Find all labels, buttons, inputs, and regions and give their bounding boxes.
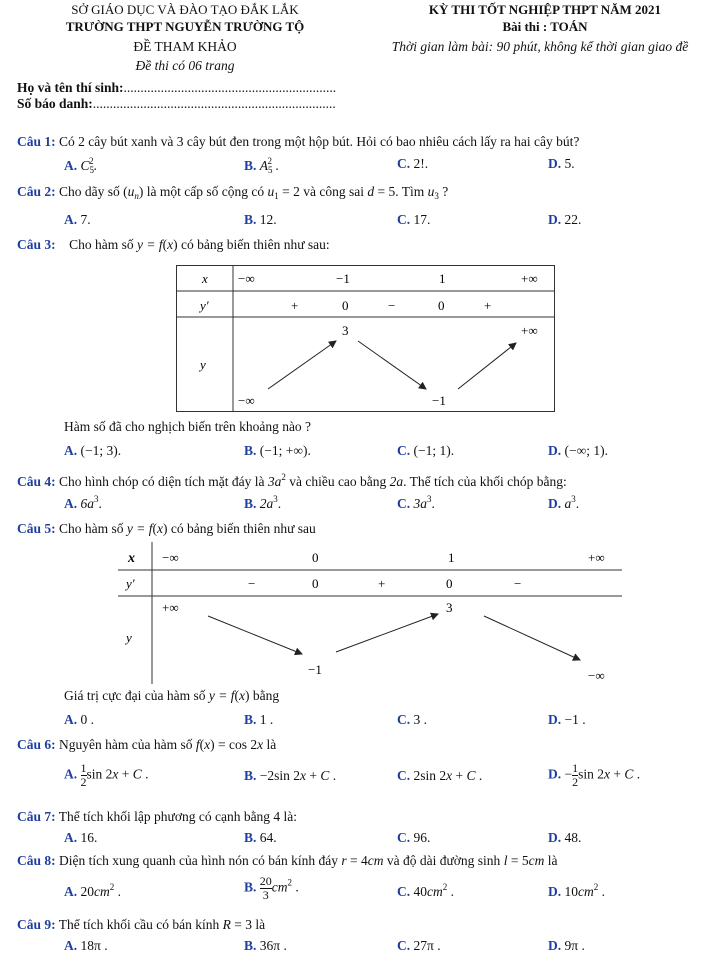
q6-option-a[interactable]: A. $\frac{1}{2}$ sin 2x + C . (64, 761, 149, 789)
svg-text:+: + (291, 298, 299, 313)
q8-option-a[interactable]: A. $20cm^2$ . (64, 882, 121, 899)
svg-text:x: x (128, 551, 135, 566)
q3-option-a[interactable]: A. (−1; 3). (64, 443, 122, 458)
q1-option-c[interactable]: C. 2!. (397, 156, 429, 171)
q8-option-b[interactable]: B. $\frac{20}{3}$ $cm^2$ . (244, 874, 299, 902)
id-dots: ........................................................................ (92, 96, 336, 111)
svg-text:x: x (202, 271, 208, 286)
name-dots: ............................................................... (123, 80, 337, 95)
q1-option-a[interactable]: A. $C_5^2$. (64, 156, 97, 175)
svg-text:0: 0 (312, 550, 319, 565)
q8-option-d[interactable]: D. $10cm^2$ . (548, 882, 605, 899)
name-label: Họ và tên thí sinh: (17, 80, 124, 95)
q2-option-a[interactable]: A. 7. (64, 212, 91, 227)
question-6: Câu 6: Nguyên hàm của hàm số f(x) = cos 2x là (17, 737, 277, 752)
svg-text:−∞: −∞ (238, 393, 255, 408)
svg-text:−: − (248, 576, 256, 591)
svg-text:0: 0 (446, 576, 453, 591)
id-label: Số báo danh: (17, 96, 93, 111)
q1-label: Câu 1: (17, 134, 56, 149)
svg-text:1: 1 (439, 271, 446, 286)
svg-text:−1: −1 (308, 662, 322, 677)
question-7: Câu 7: Thể tích khối lập phương có cạnh bằng 4 là: (17, 809, 298, 824)
q6-option-b[interactable]: B. −2sin 2x + C . (244, 768, 337, 783)
q7-option-d[interactable]: D. 48. (548, 830, 582, 845)
q6-option-c[interactable]: C. 2sin 2x + C . (397, 768, 483, 783)
svg-text:−1: −1 (336, 271, 350, 286)
q1-text: Có 2 cây bút xanh và 3 cây bút đen trong một hộp bút. Hỏi có bao nhiêu cách lấy ra hai cây bút? (59, 134, 580, 149)
svg-text:−: − (388, 298, 396, 313)
question-8: Câu 8: Diện tích xung quanh của hình nón có bán kính đáy r = 4cm và độ dài đường sinh l = 5cm là (17, 853, 558, 868)
svg-text:+: + (484, 298, 492, 313)
q5-option-a[interactable]: A. 0 . (64, 712, 94, 727)
svg-text:−∞: −∞ (238, 271, 255, 286)
svg-text:+: + (378, 576, 386, 591)
q4-option-c[interactable]: C. $3a^3$. (397, 494, 435, 511)
svg-text:0: 0 (438, 298, 445, 313)
q3-option-b[interactable]: B. (−1; +∞). (244, 443, 311, 458)
question-5: Câu 5: Cho hàm số y = f(x) có bảng biến thiên như sau (17, 521, 316, 536)
q2-option-c[interactable]: C. 17. (397, 212, 431, 227)
q3-ask: Hàm số đã cho nghịch biến trên khoảng nào ? (64, 419, 312, 434)
svg-text:y: y (200, 357, 206, 372)
q9-option-d[interactable]: D. 9π . (548, 938, 585, 953)
svg-text:y′: y′ (126, 576, 135, 591)
q9-option-a[interactable]: A. 18π . (64, 938, 108, 953)
svg-text:+∞: +∞ (521, 323, 538, 338)
question-1 (17, 134, 579, 150)
q8-option-c[interactable]: C. $40cm^2$ . (397, 882, 454, 899)
exam-type: ĐỀ THAM KHẢO (133, 39, 237, 54)
svg-text:3: 3 (342, 323, 349, 338)
school-name: TRƯỜNG THPT NGUYỄN TRƯỜNG TỘ (65, 19, 305, 34)
question-2: Câu 2: Cho dãy số $(u_n)$ là một cấp số cộng có $u_1 = 2$ và công sai d = 5. Tìm $u_3$ ? (17, 184, 449, 201)
q5-option-d[interactable]: D. −1 . (548, 712, 586, 727)
q5-option-c[interactable]: C. 3 . (397, 712, 427, 727)
q5-option-b[interactable]: B. 1 . (244, 712, 274, 727)
q4-option-a[interactable]: A. $6a^3$. (64, 494, 102, 511)
svg-text:+∞: +∞ (521, 271, 538, 286)
svg-text:+∞: +∞ (588, 550, 605, 565)
q4-option-b[interactable]: B. $2a^3$. (244, 494, 282, 511)
svg-text:y: y (126, 630, 132, 645)
candidate-id (17, 96, 336, 112)
q7-option-a[interactable]: A. 16. (64, 830, 98, 845)
q3-variation-table (176, 265, 556, 413)
candidate-name (17, 80, 336, 96)
svg-text:1: 1 (448, 550, 455, 565)
time-limit: Thời gian làm bài: 90 phút, không kể thời gian giao đề (391, 39, 689, 54)
svg-text:−1: −1 (432, 393, 446, 408)
svg-text:0: 0 (312, 576, 319, 591)
svg-text:3: 3 (446, 600, 453, 615)
svg-text:y′: y′ (200, 298, 209, 313)
q2-option-d[interactable]: D. 22. (548, 212, 582, 227)
q2-option-b[interactable]: B. 12. (244, 212, 277, 227)
q3-option-c[interactable]: C. (−1; 1). (397, 443, 455, 458)
svg-text:0: 0 (342, 298, 349, 313)
page-count: Đề thi có 06 trang (135, 58, 235, 73)
svg-text:−: − (514, 576, 522, 591)
svg-text:−∞: −∞ (588, 668, 605, 683)
q5-variation-table (118, 542, 622, 684)
question-3: Câu 3: Cho hàm số y = f(x) có bảng biến thiên như sau: (17, 237, 330, 252)
q1-option-b[interactable]: B. $A_5^2$ . (244, 156, 279, 175)
q6-option-d[interactable]: D. − $\frac{1}{2}$ sin 2x + C . (548, 761, 641, 789)
question-4: Câu 4: Cho hình chóp có diện tích mặt đáy là $3a^2$ và chiều cao bằng 2a. Thể tích của khối chóp bằng: (17, 472, 567, 489)
q1-option-d[interactable]: D. 5. (548, 156, 575, 171)
exam-title: KỲ THI TỐT NGHIỆP THPT NĂM 2021 (428, 2, 662, 17)
q7-option-b[interactable]: B. 64. (244, 830, 277, 845)
q3-option-d[interactable]: D. (−∞; 1). (548, 443, 608, 458)
svg-text:+∞: +∞ (162, 600, 179, 615)
department-name: SỞ GIÁO DỤC VÀ ĐÀO TẠO ĐẮK LẮK (71, 2, 299, 17)
q4-option-d[interactable]: D. $a^3$. (548, 494, 580, 511)
q9-option-b[interactable]: B. 36π . (244, 938, 287, 953)
subject: Bài thi : TOÁN (502, 19, 588, 34)
q5-ask: Giá trị cực đại của hàm số y = f(x) bằng (64, 688, 280, 703)
q9-option-c[interactable]: C. 27π . (397, 938, 441, 953)
q7-option-c[interactable]: C. 96. (397, 830, 431, 845)
question-9: Câu 9: Thể tích khối cầu có bán kính R = 3 là (17, 917, 266, 932)
svg-text:−∞: −∞ (162, 550, 179, 565)
